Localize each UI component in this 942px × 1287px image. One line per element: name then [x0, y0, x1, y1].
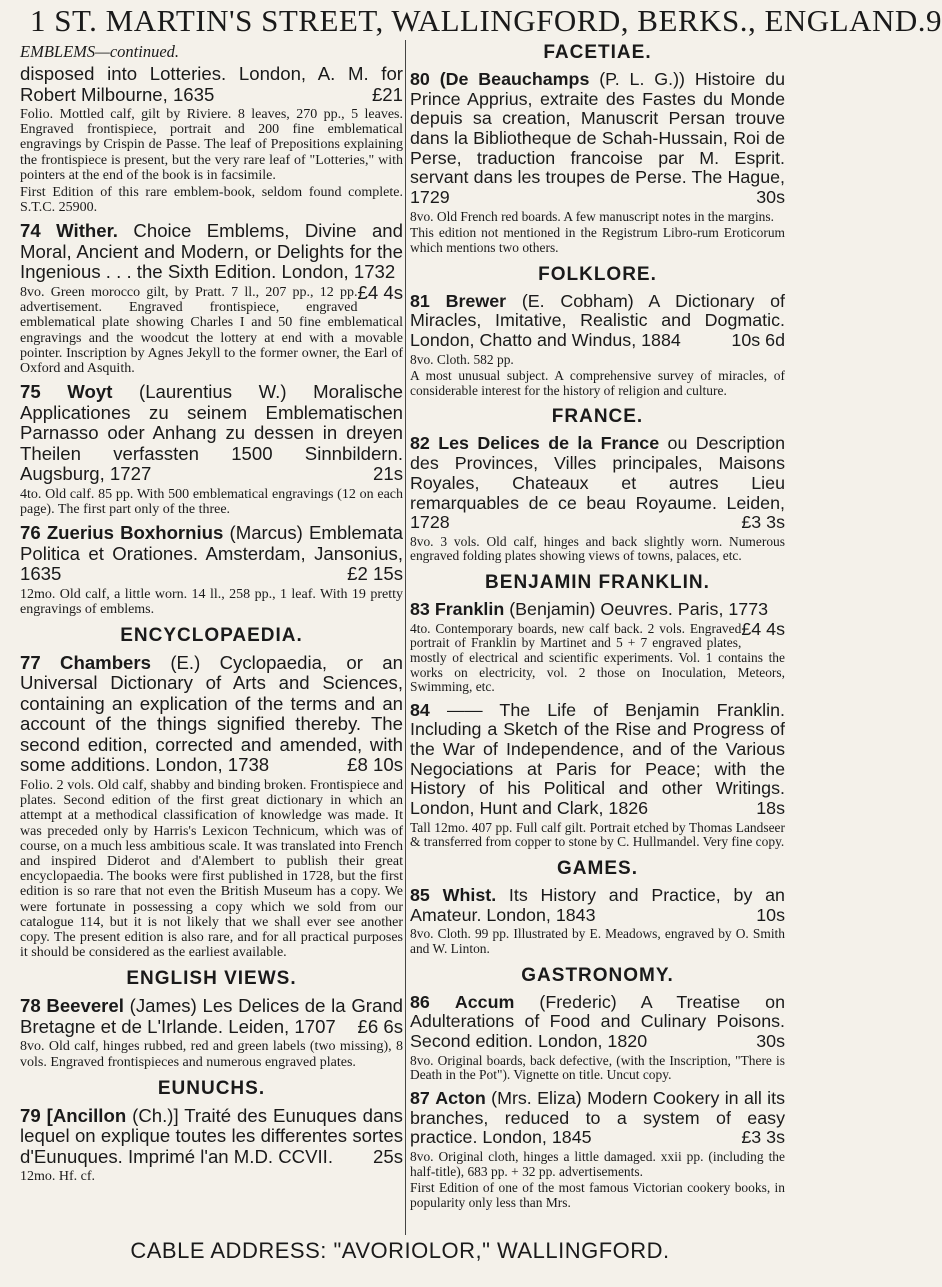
catalogue-entry-78	[20, 996, 403, 1069]
entry-number: 82	[410, 433, 430, 454]
entry-number: 85	[410, 885, 430, 906]
entry-price: £4 4s	[741, 618, 785, 639]
entry-title: (Frederic) A Treatise on Adulterations of Food and Culinary Poisons. Second edition. London, 1820	[410, 991, 785, 1051]
entry-title: (Laurentius W.) Moralische Applicationes zu seinem Emblematischen Parnasso oder Anhang zu dessen in dreyen Theilen verfassten 1500 Sinnbildern. Augsburg, 1727	[20, 381, 404, 485]
entry-note: A most unusual subject. A comprehensive survey of miracles, of considerable interest for the history of religion and culture.	[410, 368, 785, 398]
catalogue-entry-85	[410, 886, 785, 957]
entry-author: Zuerius Boxhornius	[46, 522, 224, 544]
entry-title: (Benjamin) Oeuvres. Paris, 1773	[509, 599, 769, 620]
entry-author: Beeverel	[46, 995, 124, 1017]
entry-price: 25s	[373, 1145, 403, 1167]
entry-number: 87	[410, 1087, 430, 1108]
entry-price: £6 6s	[357, 1015, 403, 1037]
catalogue-entry-82	[410, 434, 785, 564]
catalogue-entry-84	[410, 701, 785, 850]
entry-number: 81	[410, 290, 430, 311]
catalogue-entry-76	[20, 523, 403, 617]
entry-description: 12mo. Old calf, a little worn. 14 ll., 258 pp., 1 leaf. With 19 pretty engravings of emblems.	[20, 586, 403, 617]
catalogue-entry-81	[410, 292, 785, 399]
section-heading-facetiae: FACETIAE.	[543, 42, 652, 63]
entry-title: Its History and Practice, by an Amateur. London, 1843	[410, 885, 785, 925]
entry-number: 75	[20, 381, 41, 403]
entry-author: Acton	[435, 1087, 486, 1108]
entry-title: (E. Cobham) A Dictionary of Miracles, Imitative, Realistic and Dogmatic. London, Chatto and Windus, 1884	[410, 290, 785, 350]
entry-price: 30s	[756, 187, 785, 208]
entry-number: 74	[20, 220, 41, 242]
entry-author: ——	[446, 699, 483, 720]
entry-description: Folio. Mottled calf, gilt by Riviere. 8 leaves, 270 pp., 5 leaves. Engraved frontispiece, portrait and 200 fine emblematical engravings by Crispin de Passe. The leaf of Prepositions explaining the frontispiece is present, but the very rare leaf of "Lotteries," with pointers at the end of the book is in facsimile.	[20, 107, 403, 183]
entry-description: 4to. Contemporary boards, new calf back. 2 vols. Engraved portrait of Franklin by Martinet and 5 + 7 engraved plates, mostly of electrical and scientific experiments. Vol. 1 contains the works on electricity, vol. 2 those on Inoculation, Meteors, Swimming, etc.	[410, 620, 785, 695]
column-divider	[405, 40, 406, 1235]
entry-price: £2 15s	[347, 563, 403, 585]
entry-description: 8vo. Cloth. 582 pp.	[410, 351, 514, 367]
entry-note: First Edition of one of the most famous Victorian cookery books, in popularity only less than Mrs.	[410, 1180, 785, 1210]
entry-title: disposed into Lotteries. London, A. M. for Robert Milbourne, 1635	[20, 63, 403, 105]
section-heading-gastronomy: GASTRONOMY.	[521, 964, 674, 986]
entry-author: [Ancillon	[46, 1104, 127, 1126]
entry-description: Tall 12mo. 407 pp. Full calf gilt. Portrait etched by Thomas Landseer & transferred from copper to stone by C. Hullmandel. Very fine copy.	[410, 819, 785, 850]
entry-price: £3 3s	[741, 512, 785, 533]
catalogue-entry-75	[20, 382, 403, 517]
right-column	[410, 42, 785, 1216]
catalogue-entry-83	[410, 600, 785, 695]
entry-description: 8vo. Old French red boards. A few manuscript notes in the margins.	[410, 208, 774, 224]
entry-price: 18s	[756, 798, 785, 819]
entry-description: 8vo. Old calf, hinges rubbed, red and green labels (two missing), 8 vols. Engraved frontispieces and numerous engraved plates.	[20, 1039, 403, 1070]
entry-title: The Life of Benjamin Franklin. Including a Sketch of the Rise and Progress of the War of Independence, and of the Various Negociations at Paris for Peace; with the History of his Political and other Writings. London, Hunt and Clark, 1826	[410, 699, 785, 819]
entry-author: Wither.	[56, 220, 118, 242]
section-heading-games: GAMES.	[557, 858, 638, 880]
entry-price: £8 10s	[347, 754, 403, 776]
entry-description: 8vo. Cloth. 99 pp. Illustrated by E. Meadows, engraved by O. Smith and W. Linton.	[410, 926, 785, 956]
entry-description: 4to. Old calf. 85 pp. With 500 emblematical engravings (12 on each page). The first part only of the three.	[20, 486, 403, 517]
section-heading-france: FRANCE.	[551, 406, 644, 428]
left-column	[20, 42, 403, 1191]
entry-author: Woyt	[67, 381, 113, 403]
entry-title: (Marcus) Emblemata Politica et Orationes. Amsterdam, Jansonius, 1635	[20, 522, 404, 585]
entry-title: Choice Emblems, Divine and Moral, Ancient and Modern, or Delights for the Ingenious . . . the Sixth Edition. London, 1732	[20, 220, 403, 283]
section-heading-encyclopaedia: ENCYCLOPAEDIA.	[120, 624, 303, 646]
entry-title: (P. L. G.)) Histoire du Prince Apprius, extraite des Fastes du Monde depuis sa creation, Manuscrit Persan trouve dans la Bibliotheque de Schah-Hussain, Roi de Perse, traduction francoise par M. Esprit. servant dans les troupes de Perse. The Hague, 1729	[410, 69, 786, 208]
entry-title: (Ch.)] Traité des Eunuques dans lequel on explique toutes les differentes sortes d'Eunuques. Imprimé l'an M.D. CCVII.	[20, 1104, 403, 1167]
entry-title: (Mrs. Eliza) Modern Cookery in all its branches, reduced to a system of easy practice. London, 1845	[410, 1087, 785, 1148]
page-number: 9	[926, 3, 942, 38]
page-header	[0, 2, 942, 40]
entry-price: 10s	[756, 904, 785, 925]
header-address: 1 ST. MARTIN'S STREET, WALLINGFORD, BERKS., ENGLAND.	[30, 3, 927, 38]
entry-author: (De Beauchamps	[439, 69, 590, 89]
cable-address-footer: CABLE ADDRESS: "AVORIOLOR," WALLINGFORD.	[130, 1238, 670, 1263]
entry-number: 79	[20, 1104, 41, 1126]
entry-author: Franklin	[434, 599, 505, 620]
entry-description: Folio. 2 vols. Old calf, shabby and binding broken. Frontispiece and plates. Second edition of the first great dictionary in which an attempt at a methodical classification of knowledge was made. It was preceded only by Harris's Lexicon Technicum, which was of course, on a much less ambitious scale. It was translated into French and inspired Diderot and d'Alembert to publish their great encyclopaedia. The books were first published in 1728, but the first edition is so rare that not even the British Museum has a copy. We were fortunate in possessing a copy which we sold from our catalogue 114, but it is not likely that we shall ever see another copy. The present edition is also rare, and for all practical purposes it should be considered as the earliest available.	[20, 777, 403, 961]
entry-number: 86	[410, 991, 430, 1012]
entry-description: 8vo. 3 vols. Old calf, hinges and back slightly worn. Numerous engraved folding plates showing views of towns, palaces, etc.	[410, 533, 785, 564]
entry-author: Chambers	[60, 651, 151, 673]
entry-number: 80	[410, 69, 430, 89]
entry-description: 8vo. Original cloth, hinges a little damaged. xxii pp. (including the half-title), 683 pp. + 32 pp. advertisements.	[410, 1148, 785, 1179]
entry-price: 21s	[373, 463, 403, 485]
entry-author: Whist.	[442, 885, 497, 906]
entry-note: First Edition of this rare emblem-book, seldom found complete. S.T.C. 25900.	[20, 185, 403, 216]
catalogue-entry-77	[20, 653, 403, 960]
catalogue-entry-73	[20, 64, 403, 215]
entry-number: 83	[410, 599, 430, 620]
entry-price: £4 4s	[357, 281, 403, 303]
section-heading-benjamin-franklin: BENJAMIN FRANKLIN.	[485, 572, 710, 594]
entry-author: Brewer	[445, 290, 507, 311]
entry-author: Les Delices de la France	[438, 433, 660, 454]
entry-number: 84	[410, 699, 430, 720]
entry-number: 76	[20, 522, 41, 544]
section-heading-folklore: FOLKLORE.	[538, 263, 657, 285]
section-heading-english-views: ENGLISH VIEWS.	[126, 968, 297, 990]
catalogue-entry-86	[410, 993, 785, 1083]
entry-price: £21	[371, 83, 403, 105]
catalogue-entry-74	[20, 221, 403, 376]
entry-title: (James) Les Delices de la Grand Bretagne et de L'Irlande. Leiden, 1707	[20, 995, 404, 1037]
entry-price: £3 3s	[741, 1127, 785, 1148]
entry-title: ou Description des Provinces, Villes principales, Maisons Royales, Chateaux et autres Lieu remarquables de ce beau Royaume. Leiden, 1728	[410, 433, 785, 533]
entry-note: This edition not mentioned in the Registrum Libro-rum Eroticorum which mentions two others.	[410, 225, 785, 255]
catalogue-entry-87	[410, 1089, 785, 1210]
entry-description: 8vo. Green morocco gilt, by Pratt. 7 ll., 207 pp., 12 pp. advertisement. Engraved frontispiece, engraved emblematical plate showing Charles I and 50 fine emblematical engravings and the woodcut the lottery at end with a movable pointer. Inscription by Agnes Jekyll to the former owner, the Earl of Oxford and Asquith.	[20, 284, 403, 376]
entry-number: 78	[20, 995, 41, 1017]
section-heading-eunuchs: EUNUCHS.	[157, 1077, 266, 1099]
entry-author: Accum	[454, 991, 515, 1012]
entry-title: (E.) Cyclopaedia, or an Universal Dictionary of Arts and Sciences, containing an explication of the terms and an account of the things signified thereby. The second edition, corrected and amended, with some additions. London, 1738	[20, 651, 403, 776]
catalogue-entry-80	[410, 70, 785, 256]
entry-description: 8vo. Original boards, back defective, (with the Inscription, "There is Death in the Pot"). Vignette on title. Uncut copy.	[410, 1052, 785, 1083]
entry-description: 12mo. Hf. cf.	[20, 1169, 96, 1185]
entry-number: 77	[20, 651, 41, 673]
entry-price: 30s	[756, 1030, 785, 1051]
entry-price: 10s 6d	[731, 329, 785, 350]
catalogue-entry-79	[20, 1106, 403, 1185]
section-continued-heading: EMBLEMS—continued.	[20, 42, 180, 61]
